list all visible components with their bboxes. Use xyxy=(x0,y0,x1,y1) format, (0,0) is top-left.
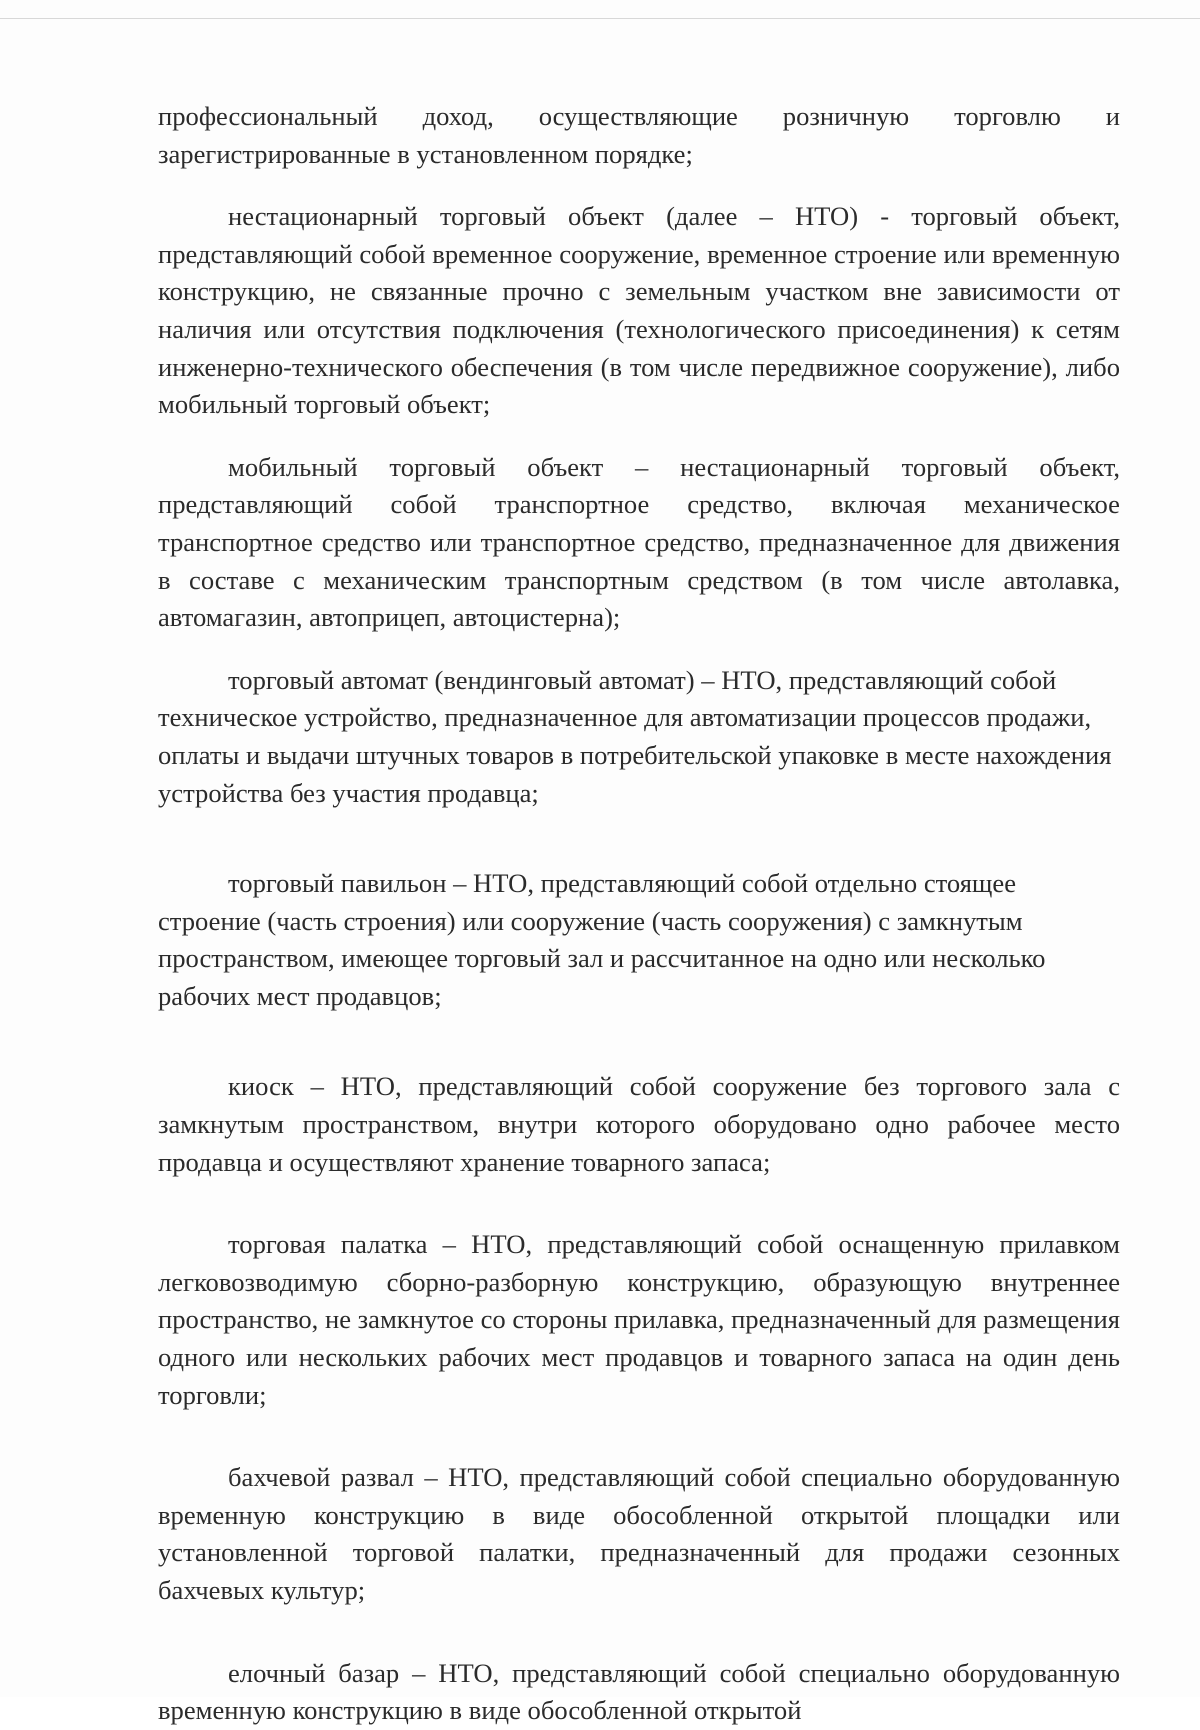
paragraph-kiosk: киоск – НТО, представляющий собой сооружение без торгового зала с замкнутым пространством, внутри которого оборудовано одно рабочее место продавца и осуществляют хранение товарного запаса; xyxy=(158,1071,1120,1177)
paragraph-continuation: профессиональный доход, осуществляющие розничную торговлю и зарегистрированные в установленном порядке; xyxy=(158,101,1120,169)
document-text-body xyxy=(158,98,1120,1730)
paragraph-christmas-tree-market: елочный базар – НТО, представляющий собой специально оборудованную временную конструкцию в виде обособленной открытой xyxy=(158,1657,1120,1726)
paragraph-pavilion: торговый павильон – НТО, представляющий собой отдельно стоящее строение (часть строения) или сооружение (часть сооружения) с замкнутым пространством, имеющее торговый зал и рассчитанное на одно или несколько рабочих мест продавцов; xyxy=(158,868,1046,1011)
paragraph-melon-stall: бахчевой развал – НТО, представляющий собой специально оборудованную временную конструкцию в виде обособленной открытой площадки или установленной торговой палатки, предназначенный для продажи сезонных бахчевых культур; xyxy=(158,1462,1120,1605)
paragraph-nto-definition: нестационарный торговый объект (далее – НТО) - торговый объект, представляющий собой временное сооружение, временное строение или временную конструкцию, не связанные прочно с земельным участком вне зависимости от наличия или отсутствия подключения (технологического присоединения) к сетям инженерно-технического обеспечения (в том числе передвижное сооружение), либо мобильный торговый объект; xyxy=(158,201,1120,420)
paragraph-tent: торговая палатка – НТО, представляющий собой оснащенную прилавком легковозводимую сборно-разборную конструкцию, образующую внутреннее пространство, не замкнутое со стороны прилавка, предназначенный для размещения одного или нескольких рабочих мест продавцов и товарного запаса на один день торговли; xyxy=(158,1229,1120,1410)
paragraph-mobile-object: мобильный торговый объект – нестационарный торговый объект, представляющий собой транспортное средство, включая механическое транспортное средство или транспортное средство, предназначенное для движения в составе с механическим транспортным средством (в том числе автолавка, автомагазин, автоприцеп, автоцистерна); xyxy=(158,451,1120,633)
top-edge-line xyxy=(0,18,1200,19)
paragraph-vending-machine: торговый автомат (вендинговый автомат) – НТО, представляющий собой техническое устройство, предназначенное для автоматизации процессов продажи, оплаты и выдачи штучных товаров в потребительской упаковке в месте нахождения устройства без участия продавца; xyxy=(158,664,1112,808)
